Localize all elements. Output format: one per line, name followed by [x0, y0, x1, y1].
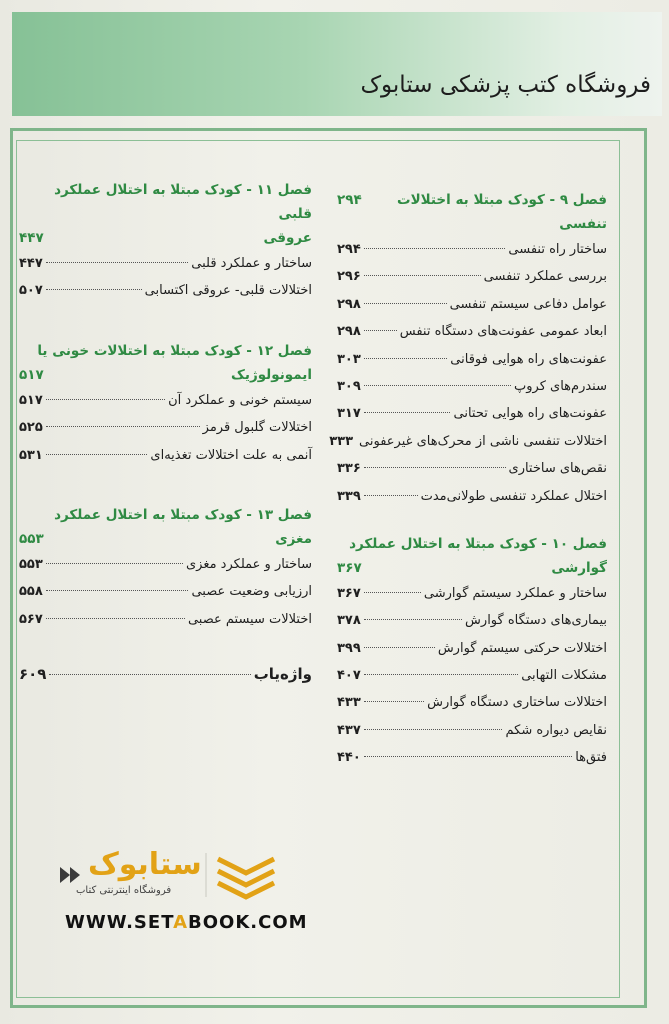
- leader-dots: [46, 262, 188, 263]
- toc-entry-page: ۴۳۷: [337, 722, 361, 738]
- toc-entry-page: ۴۰۷: [337, 668, 361, 684]
- toc-entry: [337, 291, 607, 318]
- leader-dots: [49, 674, 250, 675]
- toc-entry-page: ۵۵۳: [19, 556, 43, 572]
- header-band: [12, 12, 662, 116]
- chapter-13-page: ۵۵۳: [19, 530, 44, 547]
- url-part-2: BOOK.COM: [188, 912, 308, 933]
- leader-dots: [364, 358, 447, 359]
- left-column: [19, 178, 312, 689]
- toc-entry-title: بررسی عملکرد تنفسی: [483, 269, 607, 285]
- chapter-10-heading-cont: [337, 556, 607, 580]
- leader-dots: [364, 729, 503, 730]
- chapter-12-heading: [19, 339, 312, 363]
- glossary-page: ۶۰۹: [19, 665, 47, 684]
- toc-entry-title: نقایص دیواره شکم: [505, 722, 607, 738]
- toc-entry-page: ۳۰۹: [337, 378, 361, 394]
- toc-entry: [19, 578, 312, 605]
- toc-entry-title: عفونت‌های راه هوایی تحتانی: [453, 406, 607, 422]
- toc-entry: [19, 387, 312, 414]
- toc-entry-page: ۵۰۷: [19, 283, 43, 299]
- toc-entry-title: ابعاد عمومی عفونت‌های دستگاه تنفس: [399, 324, 607, 340]
- toc-entry-page: ۳۳۶: [337, 461, 361, 477]
- leader-dots: [364, 467, 506, 468]
- toc-entry: [337, 346, 607, 373]
- chapter-11-list: [19, 250, 312, 305]
- leader-dots: [364, 701, 424, 702]
- chapter-10-heading: [337, 532, 607, 556]
- toc-entry-title: اختلالات گلبول قرمز: [202, 420, 312, 436]
- chapter-12-list: [19, 387, 312, 469]
- toc-entry-page: ۵۲۵: [19, 420, 43, 436]
- toc-entry: [19, 606, 312, 633]
- toc-entry: [337, 483, 607, 510]
- chapter-11-title-cont: عروقی: [263, 230, 312, 246]
- setabook-logo: [58, 845, 288, 905]
- toc-entry-title: ارزیابی وضعیت عصبی: [191, 584, 312, 600]
- toc-entry-title: ساختار و عملکرد قلبی: [191, 256, 312, 271]
- toc-entry-page: ۳۶۷: [337, 585, 361, 601]
- chapter-12-page: ۵۱۷: [19, 366, 44, 383]
- toc-entry: [19, 277, 312, 304]
- toc-entry-page: ۲۹۸: [337, 296, 361, 312]
- toc-entry-page: ۵۱۷: [19, 392, 43, 408]
- toc-entry: [19, 414, 312, 441]
- chapter-11-heading-cont: [19, 226, 312, 250]
- toc-entry-page: ۴۳۳: [337, 695, 361, 711]
- toc-entry-page: ۳۰۳: [337, 351, 361, 367]
- toc-entry-title: آنمی به علت اختلالات تغذیه‌ای: [150, 447, 312, 463]
- toc-entry-title: ساختار و عملکرد سیستم گوارشی: [423, 585, 607, 601]
- url-accent: A: [173, 912, 189, 933]
- chapter-13-heading: [19, 503, 312, 527]
- chapter-10-list: [337, 580, 607, 772]
- toc-entry-page: ۲۹۸: [337, 324, 361, 340]
- toc-entry-title: عفونت‌های راه هوایی فوقانی: [450, 351, 607, 367]
- chapter-11-heading: [19, 178, 312, 226]
- leader-dots: [364, 385, 511, 386]
- toc-entry-page: ۵۳۱: [19, 447, 43, 463]
- logo-text: ستابوک: [88, 847, 202, 882]
- toc-entry-title: اختلالات تنفسی ناشی از محرک‌های غیرعفونی: [359, 433, 607, 449]
- leader-dots: [364, 592, 421, 593]
- chevron-icon: [218, 859, 274, 897]
- toc-entry-page: ۳۷۸: [337, 613, 361, 629]
- leader-dots: [364, 674, 518, 675]
- right-column: [329, 188, 607, 772]
- toc-entry: [337, 373, 607, 400]
- arrows-icon: [60, 867, 80, 883]
- toc-entry-title: اختلالات قلبی- عروقی اکتسابی: [144, 283, 312, 299]
- leader-dots: [46, 454, 148, 455]
- toc-entry: [337, 689, 607, 716]
- toc-entry-page: ۵۵۸: [19, 584, 43, 600]
- toc-entry-page: ۳۹۹: [337, 640, 361, 656]
- chapter-13-list: [19, 551, 312, 633]
- leader-dots: [46, 563, 183, 564]
- leader-dots: [46, 618, 185, 619]
- chapter-9-list: [329, 236, 607, 510]
- toc-entry: [337, 717, 607, 744]
- toc-entry: [19, 551, 312, 578]
- toc-entry-page: ۴۴۷: [19, 256, 43, 271]
- glossary-label: واژه‌یاب: [253, 665, 312, 684]
- toc-entry-title: اختلال عملکرد تنفسی طولانی‌مدت: [420, 488, 607, 504]
- leader-dots: [46, 289, 142, 290]
- setabook-url: [65, 912, 308, 933]
- toc-entry-title: سندرم‌های کروپ: [514, 378, 607, 394]
- toc-entry-page: ۲۹۴: [337, 242, 361, 257]
- toc-entry-title: ساختار راه تنفسی: [508, 242, 607, 257]
- chapter-10-page: ۳۶۷: [337, 559, 362, 576]
- leader-dots: [46, 590, 189, 591]
- toc-entry: [337, 400, 607, 427]
- store-title: فروشگاه کتب پزشکی ستابوک: [360, 72, 651, 98]
- toc-entry: [337, 662, 607, 689]
- toc-entry-page: ۳۳۳: [329, 433, 354, 449]
- toc-entry: [329, 428, 607, 455]
- chapter-9-heading: [337, 188, 607, 236]
- leader-dots: [364, 330, 397, 331]
- toc-entry-title: بیماری‌های دستگاه گوارش: [465, 613, 607, 629]
- toc-entry: [19, 442, 312, 469]
- toc-entry: [337, 607, 607, 634]
- toc-entry-title: فتق‌ها: [575, 750, 607, 766]
- chapter-12-heading-cont: [19, 363, 312, 387]
- chapter-11-title: فصل ۱۱ - کودک مبتلا به اختلال عملکرد قلبی: [54, 182, 312, 222]
- glossary-entry: [19, 661, 312, 688]
- leader-dots: [364, 756, 572, 757]
- leader-dots: [364, 412, 451, 413]
- leader-dots: [364, 495, 418, 496]
- chapter-13-heading-cont: [19, 527, 312, 551]
- toc-entry-title: اختلالات ساختاری دستگاه گوارش: [427, 695, 607, 711]
- toc-entry-page: ۵۶۷: [19, 611, 43, 627]
- toc-entry-page: ۳۳۹: [337, 488, 361, 504]
- leader-dots: [364, 275, 481, 276]
- toc-entry-page: ۳۱۷: [337, 406, 361, 422]
- toc-entry: [337, 635, 607, 662]
- toc-entry-page: ۴۴۰: [337, 750, 361, 766]
- toc-entry-title: ساختار و عملکرد مغزی: [185, 556, 312, 572]
- toc-entry: [337, 318, 607, 345]
- leader-dots: [364, 619, 462, 620]
- chapter-13-title: فصل ۱۳ - کودک مبتلا به اختلال عملکرد: [54, 506, 312, 523]
- leader-dots: [364, 248, 506, 249]
- toc-entry-title: عوامل دفاعی سیستم تنفسی: [449, 296, 607, 312]
- chapter-10-title: فصل ۱۰ - کودک مبتلا به اختلال عملکرد: [349, 535, 607, 552]
- chapter-10-title-cont: گوارشی: [551, 559, 607, 576]
- toc-entry: [337, 236, 607, 263]
- toc-entry-page: ۲۹۶: [337, 269, 361, 285]
- chapter-9-page: ۲۹۴: [337, 192, 362, 208]
- toc-entry: [337, 744, 607, 771]
- toc-entry: [337, 263, 607, 290]
- chapter-12-title: فصل ۱۲ - کودک مبتلا به اختلالات خونی یا: [37, 342, 312, 359]
- chapter-13-title-cont: مغزی: [275, 530, 312, 547]
- toc-entry: [337, 455, 607, 482]
- toc-entry: [19, 250, 312, 277]
- leader-dots: [364, 647, 435, 648]
- chapter-11-page: ۴۴۷: [19, 230, 44, 246]
- chapter-12-title-cont: ایمونولوژیک: [231, 366, 312, 383]
- url-part-1: WWW.SET: [65, 912, 174, 933]
- toc-entry-title: نقص‌های ساختاری: [508, 461, 607, 477]
- leader-dots: [46, 399, 165, 400]
- toc-entry-title: اختلالات سیستم عصبی: [187, 611, 312, 627]
- logo-subtitle: فروشگاه اینترنتی کتاب: [76, 885, 172, 896]
- toc-entry-title: اختلالات حرکتی سیستم گوارش: [437, 640, 607, 656]
- leader-dots: [364, 303, 447, 304]
- toc-entry-title: سیستم خونی و عملکرد آن: [168, 392, 312, 408]
- toc-entry: [337, 580, 607, 607]
- chapter-9-title: فصل ۹ - کودک مبتلا به اختلالات تنفسی: [397, 192, 607, 232]
- toc-entry-title: مشکلات التهابی: [521, 668, 607, 684]
- leader-dots: [46, 426, 200, 427]
